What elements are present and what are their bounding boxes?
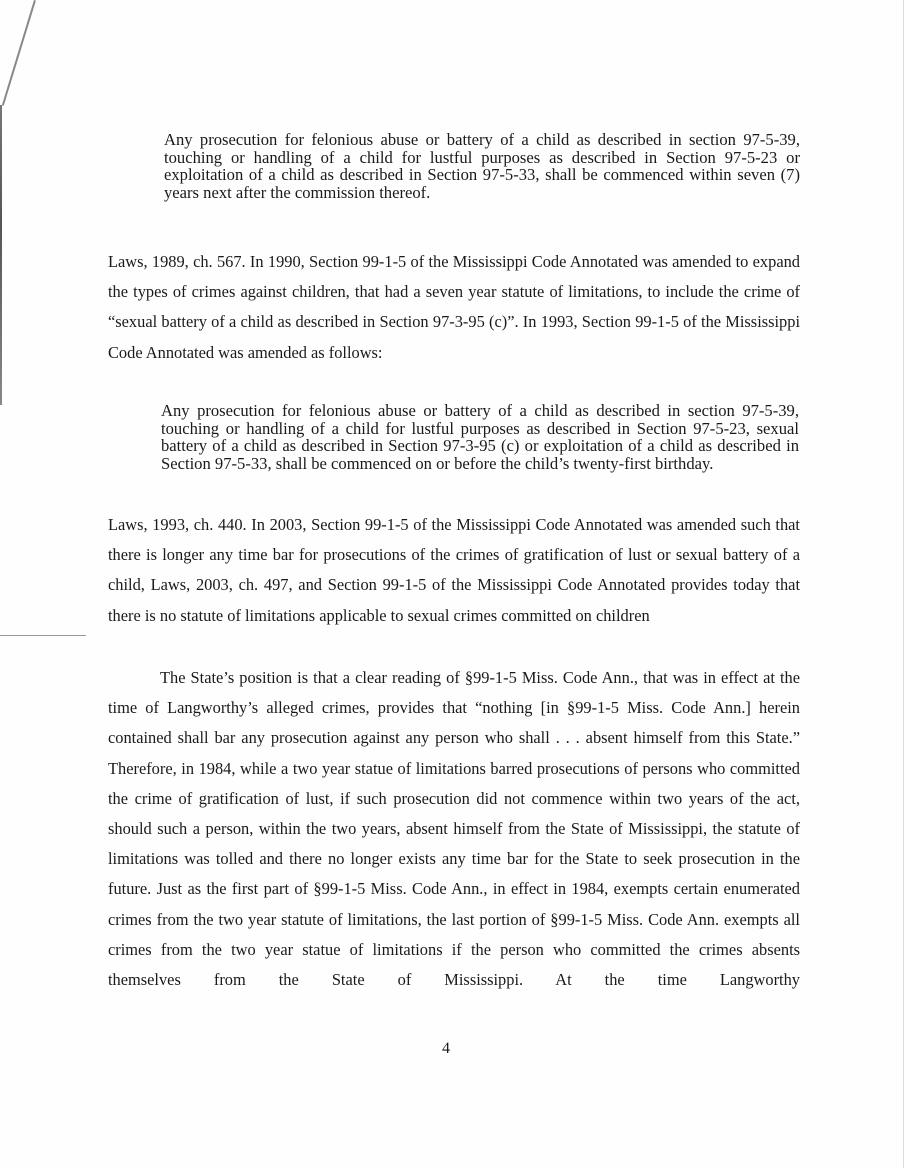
scan-artifact-edge [0,105,2,405]
paragraph-2003-amendment [108,510,800,631]
paragraph-text: Laws, 1989, ch. 567. In 1990, Section 99-1-5 of the Mississippi Code Annotated was amended to expand the types of crimes against children, that had a seven year statute of limitations, to include the crime of “sexual battery of a child as described in Section 97-3-95 (c)”. In 1993, Section 99-1-5 of the Mississippi Code Annotated was amended as follows: [108,252,800,362]
quote-text: Any prosecution for felonious abuse or battery of a child as described in section 97-5-39, touching or handling of a child for lustful purposes as described in Section 97-5-23 or exploitation of a child as described in Section 97-5-33, shall be commenced within seven (7) years next after the commission thereof. [164,130,800,202]
paragraph-text: The State’s position is that a clear reading of §99-1-5 Miss. Code Ann., that was in effect at the time of Langworthy’s alleged crimes, provides that “nothing [in §99-1-5 Miss. Code Ann.] herein contained shall bar any prosecution against any person who shall . . . absent himself from this State.” Therefore, in 1984, while a two year statue of limitations barred prosecutions of persons who committed the crime of gratification of lust, if such prosecution did not commence within two years of the act, should such a person, within the two years, absent himself from the State of Mississippi, the statute of limitations was tolled and there no longer exists any time bar for the State to seek prosecution in the future. Just as the first part of §99-1-5 Miss. Code Ann., in effect in 1984, exempts certain enumerated crimes from the two year statute of limitations, the last portion of §99-1-5 Miss. Code Ann. exempts all crimes from the two year statue of limitations if the person who committed the crimes absents themselves from the State of Mississippi. At the time Langworthy [108,668,800,990]
quote-text: Any prosecution for felonious abuse or battery of a child as described in section 97-5-39, touching or handling of a child for lustful purposes as described in Section 97-5-23, sexual battery of a child as described in Section 97-3-95 (c) or exploitation of a child as described in Section 97-5-33, shall be commenced on or before the child’s twenty-first birthday. [161,401,799,473]
page-number: 4 [442,1040,450,1057]
paragraph-state-position [108,663,800,995]
paragraph-1990-amendment [108,247,800,368]
scan-artifact-mark [0,635,86,636]
block-quote-1989 [164,131,800,201]
block-quote-1993 [161,402,799,472]
scan-artifact-line [2,0,36,106]
paragraph-text: Laws, 1993, ch. 440. In 2003, Section 99-1-5 of the Mississippi Code Annotated was amended such that there is longer any time bar for prosecutions of the crimes of gratification of lust or sexual battery of a child, Laws, 2003, ch. 497, and Section 99-1-5 of the Mississippi Code Annotated provides today that there is no statute of limitations applicable to sexual crimes committed on children [108,515,800,625]
